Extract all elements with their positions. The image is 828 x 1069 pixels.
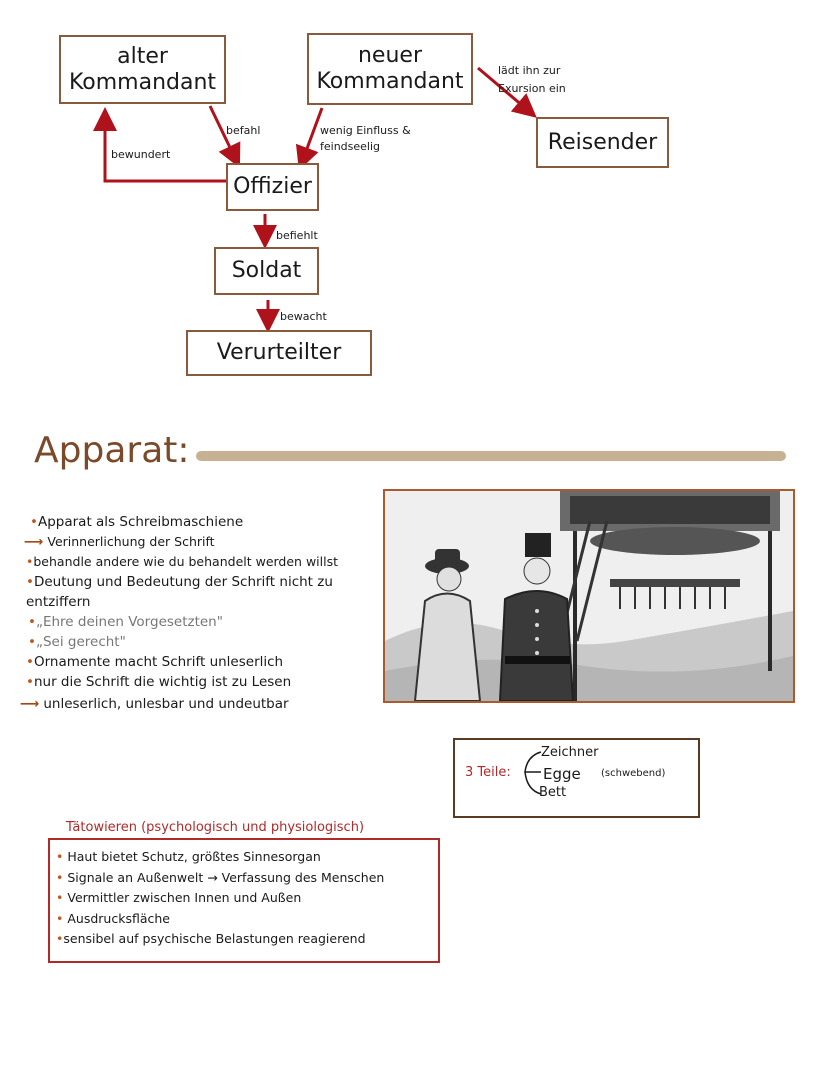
- list-item: •nur die Schrift die wichtig ist zu Lesen: [26, 674, 292, 690]
- list-item: • Vermittler zwischen Innen und Außen: [56, 890, 302, 905]
- apparat-bullet-list: [20, 512, 375, 714]
- label-bewundert: bewundert: [111, 148, 171, 161]
- label-befiehlt: befiehlt: [276, 229, 318, 242]
- label-bewacht: bewacht: [280, 310, 327, 323]
- list-item: •Apparat als Schreibmaschiene: [30, 514, 244, 530]
- tattoo-list-box: [48, 838, 440, 963]
- list-item: • Haut bietet Schutz, größtes Sinnesorgan: [56, 849, 321, 864]
- part-egge-note: (schwebend): [601, 768, 666, 779]
- arrow-right-icon: ⟶: [24, 534, 44, 550]
- part-zeichner: Zeichner: [541, 745, 599, 760]
- list-item: ⟶ Verinnerlichung der Schrift: [24, 534, 215, 550]
- list-item: •„Sei gerecht": [28, 634, 126, 650]
- part-bett: Bett: [539, 785, 567, 800]
- three-parts-label: 3 Teile:: [465, 765, 511, 780]
- arrow-right-icon: ⟶: [20, 696, 40, 712]
- arrow-wenig-einfluss: [302, 108, 322, 162]
- label-befahl: befahl: [226, 124, 261, 137]
- list-item: • Ausdrucksfläche: [56, 910, 170, 926]
- label-wenig-einfluss: wenig Einfluss & feindseelig: [320, 124, 411, 153]
- node-verurteilter: Verurteilter: [186, 330, 372, 376]
- list-item: ⟶ unleserlich, unlesbar und undeutbar: [20, 696, 289, 712]
- node-offizier: Offizier: [226, 163, 319, 211]
- list-item: •Ornamente macht Schrift unleserlich: [26, 654, 284, 670]
- section-title-apparat: Apparat:: [34, 430, 190, 471]
- illustration-drawing: [385, 491, 793, 701]
- title-underline-bar: [196, 451, 786, 461]
- label-laedt-ein: lädt ihn zur Exursion ein: [498, 64, 566, 95]
- list-item: •behandle andere wie du behandelt werden willst: [26, 554, 339, 569]
- part-egge: Egge: [543, 765, 581, 783]
- three-parts-box: [453, 738, 700, 818]
- node-soldat: Soldat: [214, 247, 319, 295]
- tattoo-section-title: Tätowieren (psychologisch und physiologisch): [66, 820, 365, 835]
- list-item: •„Ehre deinen Vorgesetzten": [28, 614, 223, 630]
- list-item: •Deutung und Bedeutung der Schrift nicht zu entziffern: [26, 574, 333, 610]
- node-reisender: Reisender: [536, 117, 669, 168]
- node-neuer-kommandant: neuer Kommandant: [307, 33, 473, 105]
- list-item: • Signale an Außenwelt → Verfassung des Menschen: [56, 869, 385, 885]
- node-alter-kommandant: alter Kommandant: [59, 35, 226, 104]
- apparatus-illustration: [383, 489, 795, 703]
- list-item: •sensibel auf psychische Belastungen reagierend: [56, 931, 366, 946]
